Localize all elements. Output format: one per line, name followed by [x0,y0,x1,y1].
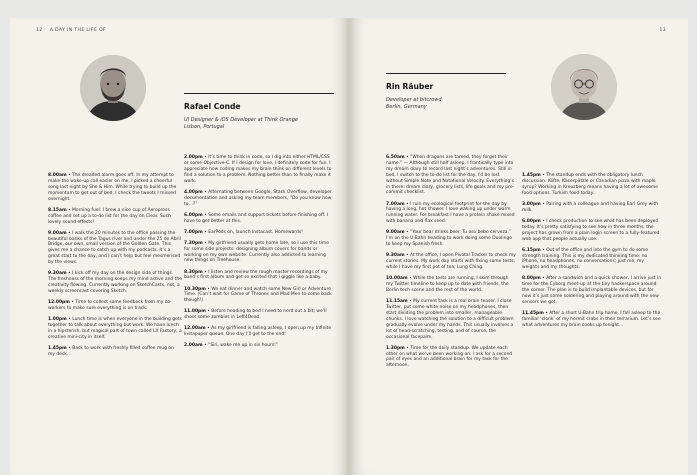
timeline-entry [48,300,182,312]
entry-text: We eat dinner and watch some New Girl or Adventure Time. (Can’t wait for Game of Thrones and Mad Men to come back though!) [184,286,332,304]
entry-separator: • [202,189,209,195]
entry-separator: • [66,271,73,277]
right-column-1 [386,155,516,374]
entry-time: 6.00pm [522,218,541,224]
entry-separator: • [540,173,547,178]
entry-separator: • [202,155,209,160]
entry-text: I ruin my ecological footprint for the day by having a long, hot shower. I love waking up under warm running water. For breakfast I have a protein shake mixed with banana and flax seed. [386,201,515,225]
right-role-line-2: Berlin, Germany [386,103,427,110]
timeline-entry [184,309,332,321]
timeline-entry [522,248,662,272]
entry-separator: • [202,212,209,218]
timeline-entry [48,317,182,341]
entry-text: “Your bear drinks beer. Tu oso bebe cerveza.” I’m on the U-Bahn heading to work doing some Duolingo to keep my Spanish fresh. [386,230,512,248]
entry-text: I listen and review the rough master recordings of my band’s first album and get so excited that I giggle like a baby. [184,269,328,281]
entry-text: I walk the 20 minutes to the office passing the beautiful banks of the Tagus river and under the 25 de Abril Bridge, our own, small version of the Golden Gate. This gives me a chance to catch up with my podcasts. It’s a great start to the day, and I can’t help but feel mesmerised by the views. [48,230,181,266]
entry-separator: • [66,345,73,351]
timeline-entry [184,326,332,338]
entry-text: Back to work with freshly filled coffee mug on my desk. [48,345,174,357]
left-column-2 [184,155,332,355]
timeline-entry [184,343,332,349]
timeline-entry [522,202,662,214]
entry-text: Time to collect some feedback from my co-workers to make sure everything is on track. [48,300,172,311]
entry-text: Some emails and support tickets before finishing off. I have to get better at this. [184,212,329,224]
entry-time: 9.00am [386,230,405,236]
entry-text: I check production to see what has been deployed today. It’s pretty satisfying to see how in three months, the project has grown from a plain login screen to a fully-featured web app that people actually use. [522,218,660,242]
entry-separator: • [540,218,547,224]
timeline-entry [184,270,332,282]
entry-time: 8.15am [48,207,67,213]
entry-text: My girlfriend usually gets home late, so I use this time for some side projects: designing album covers for bands or working on my own website. Currently also addicted to learning new things on Treehouse. [184,240,329,264]
magazine-spread [10,18,688,475]
running-title: A DAY IN THE LIFE OF [49,28,107,33]
left-role-line-2: Lisbon, Portugal [184,123,225,130]
entry-time: 1.30pm [386,345,405,351]
entry-time: 4.00pm [184,189,203,195]
timeline-entry [386,346,516,370]
entry-separator: • [69,300,76,306]
entry-text: “When dragons are tamed, they forget their name.” — Although still half asleep, I frantically type into my dream diary to record last night’s adventures. Still in bed, I switch to the to-do list for the day. I’d be lost without Simple Note and Notational Velocity. Everything’s in there: dream diary, grocery lists, life goals and my pre-commit checklist. [386,155,515,196]
entry-separator: • [404,345,411,351]
entry-separator: • [66,317,73,323]
timeline-entry [184,155,332,185]
page-number-right: 13 [659,28,666,33]
entry-time: 7.00am [386,201,405,207]
entry-time: 1.00pm [48,317,67,323]
timeline-entry [386,202,516,226]
left-page [10,18,349,475]
running-header-left [36,28,106,33]
rin-portrait [551,54,617,120]
profile-rule-left [184,93,334,94]
entry-time: 6.50am [386,155,405,160]
entry-separator: • [66,230,73,236]
entry-time: 6.15pm [522,247,541,253]
entry-text: The standup ends with the obligatory lunch discussion. Köfte, Käsespätzle or Canadian pizza with maple syrup? Working in Kreuzberg means having a lot of awesome food options. Turkish food today. [522,173,658,196]
entry-time: 12.00pm [48,300,70,306]
rafael-portrait-image [80,55,146,121]
entry-text: EarPods on, launch Instacast. Homewards! [208,229,303,235]
entry-text: At the office, I open Pivotal Tracker to check my current stories. My work day starts with fixing some tests, while I have my first pot of tea; Lung Ching. [386,253,516,271]
entry-text: “Siri, wake me up in six hours!” [208,343,279,349]
entry-time: 1.45pm [522,173,541,178]
entry-time: 11.45pm [522,311,544,317]
timeline-entry [184,190,332,208]
entry-separator: • [66,173,73,178]
entry-separator: • [202,240,209,246]
entry-separator: • [407,276,414,282]
entry-separator: • [202,343,209,349]
entry-separator: • [540,247,547,253]
entry-text: Pairing with a colleague and having Earl Grey with milk. [522,201,659,213]
gutter [347,18,351,475]
timeline-entry [386,253,516,271]
timeline-entry [522,311,662,329]
timeline-entry [48,271,182,295]
timeline-entry [522,276,662,306]
timeline-entry [522,219,662,243]
timeline-entry [48,231,182,266]
entry-text: Before heading to bed I need to nerd out a bit; we’ll shoot some zombies in Left4Dead. [184,309,327,321]
entry-text: It’s time to think in code, so I dig into either HTML/CSS or some Objective-C. If I design for love, I definitely code for fun. I appreciate how coding makes my brain think on different levels to find a solution to a problem. Nothing better than to finally make it work. [184,155,332,184]
timeline-entry [184,241,332,265]
entry-separator: • [540,276,547,282]
entry-separator: • [404,201,411,207]
entry-time: 9.30am [48,271,67,277]
entry-text: Time for the daily standup. We update each other on what we’ve been working on. I ask for a second pair of eyes and an additional brain for my task for the afternoon. [386,345,513,369]
entry-separator: • [66,207,73,213]
entry-text: I kick off my day on the design side of things. The freshness of the morning keeps my mind active and the creativity flowing. Currently working on SketchCasts, not, a weekly screencast covering Sketch. [48,271,182,294]
entry-time: 1.45pm [48,345,67,351]
entry-time: 9.00am [48,230,67,236]
entry-time: 8.30pm [184,269,203,275]
entry-separator: • [205,309,212,315]
entry-time: 6.00pm [184,212,203,218]
entry-text: After a sandwich and a quick shower, I arrive just in time for the Cyborg meet-up at the tiny hackerspace around the corner. The plan is to build implantable devices, but for now it’s just some soldering and playing around with the new sensors we got. [522,276,662,306]
left-column-1 [48,173,182,363]
timeline-entry [48,208,182,226]
timeline-entry [386,276,516,294]
rin-portrait-image [551,54,617,120]
entry-time: 10.00am [386,276,408,282]
entry-time: 10.30pm [184,286,206,292]
entry-text: As my girlfriend is falling asleep, I open up my Infinite Instapaper queue. One day I’ll get to the end! [184,326,332,338]
right-person-name: Rin Räuber [386,82,434,91]
entry-separator: • [404,253,411,259]
timeline-entry [386,230,516,248]
entry-time: 11.00pm [184,309,206,315]
right-role-line-1: Developer at bitcrowd [386,97,442,103]
timeline-entry [184,213,332,225]
entry-text: Alternating between Google, Stack Overflow, developer documentation and asking my team members, “Do you know how to…?” [184,189,332,207]
entry-time: 7.30pm [184,240,203,246]
timeline-entry [386,299,516,340]
timeline-entry [48,173,182,203]
entry-text: After a short U-Bahn trip home, I fall asleep to the familiar ‘clonk’ of my hermit crabs in their terrarium. Let’s see what adventures my brain cooks up tonight… [522,311,661,328]
left-person-role [184,117,334,130]
right-column-2 [522,173,662,334]
entry-text: My current task is a real brain teaser. I close Twitter, put some white noise on my headphones, then start dividing the problem into smaller, manageable chunks. I love watching the solution to a difficult problem gradually evolve under my hands. This usually involves a lot of head-scratching, testing, and of course, the occasional facepalm. [386,299,514,340]
timeline-entry [522,173,662,197]
rafael-portrait [80,55,146,121]
left-role-line-1: UI Designer & iOS Developer at Think Orange [184,117,298,123]
entry-time: 9.30am [386,253,405,259]
entry-separator: • [404,230,411,236]
timeline-entry [386,155,516,196]
page-number-left: 12 [36,28,43,33]
entry-separator: • [205,286,212,292]
entry-separator: • [202,269,209,275]
right-person-role [386,97,516,110]
timeline-entry [184,287,332,305]
entry-time: 11.15am [386,299,408,305]
entry-text: The dreaded alarm goes off. In my attempt to make the wake-up call easier on me, I picked a cheerful song last night by She & Him. While trying to build up the momentum to get out of bed, I check the tweets I missed overnight. [48,173,177,202]
entry-separator: • [202,229,209,235]
entry-separator: • [543,311,550,317]
entry-text: While the tests are running, I skim through my Twitter timeline to keep up to date with friends, the Berlin tech scene and the rest of the world. [386,276,509,293]
entry-time: 12.00am [184,326,206,332]
entry-time: 8.00am [48,173,67,178]
timeline-entry [184,230,332,236]
entry-separator: • [540,201,547,207]
timeline-entry [48,346,182,358]
right-page [349,18,688,475]
entry-time: 7.00pm [184,229,203,235]
entry-time: 2.00pm [184,155,203,160]
entry-text: Morning fuel: I brew a nice cup of Aeropress coffee and set up a to-do list for the day on Clear. Such lovely sound effects! [48,207,171,225]
entry-separator: • [205,326,212,332]
entry-text: Out of the office and into the gym to do some strength training. This is my dedicated thinking time: no iPhone, no headphones, no conversations; just me, my weights and my thoughts. [522,247,649,271]
entry-time: 3.00pm [522,201,541,207]
entry-separator: • [407,299,414,305]
left-person-name: Rafael Conde [184,102,241,111]
profile-rule-right [386,73,506,74]
entry-text: Lunch time is when everyone in the building gets together to talk about everything but work. We have lunch in a hipsterish, but magical part of town called LX Factory, a creative mini-city in itself. [48,317,182,340]
entry-time: 8.00pm [522,276,541,282]
entry-time: 2.00am [184,343,203,349]
entry-separator: • [404,155,411,160]
